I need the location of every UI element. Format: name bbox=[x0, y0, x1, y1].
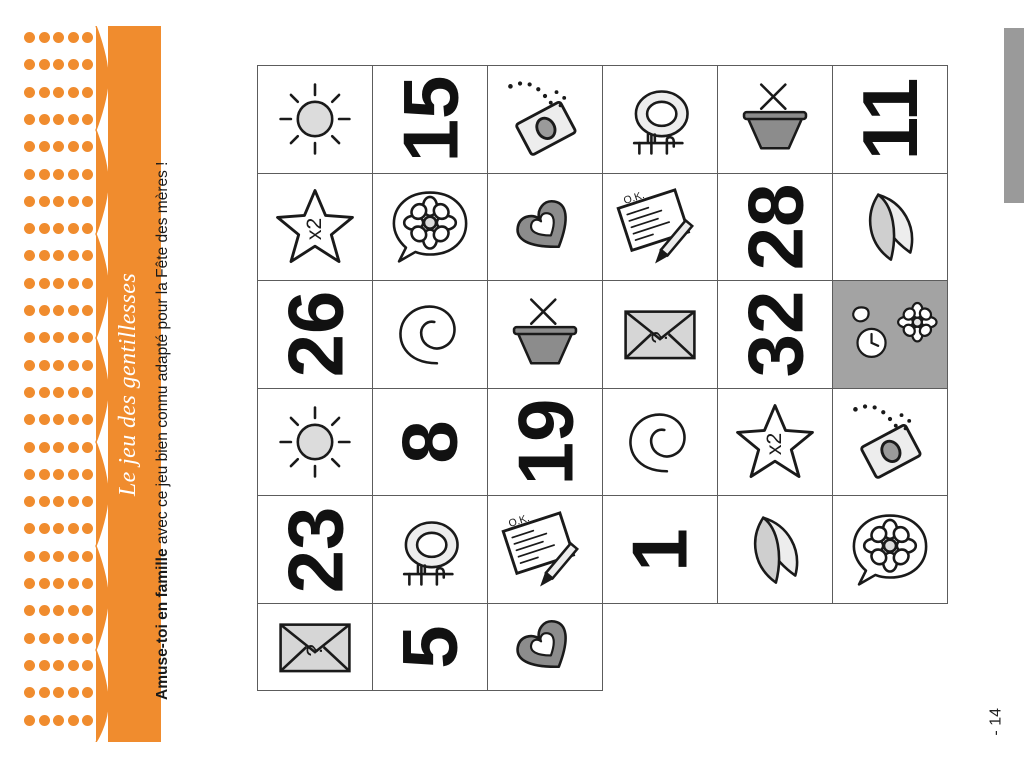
dot bbox=[39, 305, 50, 316]
bingo-cell-number[interactable] bbox=[832, 65, 948, 173]
intro-bold: Amuse-toi en famille bbox=[154, 548, 171, 700]
dot bbox=[53, 578, 64, 589]
intro-rest: avec ce jeu bien connu adapté pour la Fête des mères ! bbox=[154, 161, 171, 549]
bingo-cell-icon[interactable] bbox=[717, 495, 833, 603]
note-pencil-icon bbox=[612, 179, 708, 275]
cell-number: 26 bbox=[271, 291, 360, 378]
dot bbox=[53, 59, 64, 70]
dot bbox=[53, 332, 64, 343]
dot-pattern bbox=[18, 26, 96, 742]
dot bbox=[53, 523, 64, 534]
dot bbox=[24, 141, 35, 152]
page-number: - 14 bbox=[988, 708, 1005, 736]
dot bbox=[53, 715, 64, 726]
dot bbox=[39, 551, 50, 562]
envelope-question-icon bbox=[272, 604, 358, 690]
dot bbox=[53, 196, 64, 207]
dot bbox=[53, 496, 64, 507]
dot bbox=[39, 332, 50, 343]
bingo-cell-icon[interactable] bbox=[602, 388, 718, 496]
dot bbox=[24, 223, 35, 234]
dot bbox=[53, 387, 64, 398]
dot bbox=[53, 87, 64, 98]
dot bbox=[39, 196, 50, 207]
dot bbox=[53, 605, 64, 616]
dot bbox=[39, 687, 50, 698]
svg-text:?: ? bbox=[646, 331, 672, 345]
dot bbox=[24, 59, 35, 70]
svg-text:?: ? bbox=[301, 644, 327, 657]
decorative-left-band bbox=[18, 26, 161, 742]
bingo-cell-icon[interactable] bbox=[832, 388, 948, 496]
star-x2-icon bbox=[727, 394, 823, 490]
cell-number: 32 bbox=[731, 291, 820, 378]
bingo-cell-number[interactable] bbox=[717, 173, 833, 281]
dot bbox=[68, 387, 79, 398]
dot bbox=[39, 469, 50, 480]
dot bbox=[53, 305, 64, 316]
dot bbox=[39, 278, 50, 289]
dot bbox=[39, 360, 50, 371]
dot bbox=[68, 715, 79, 726]
dot bbox=[24, 605, 35, 616]
dot bbox=[24, 250, 35, 261]
dot bbox=[24, 523, 35, 534]
dot bbox=[53, 660, 64, 671]
dot bbox=[39, 59, 50, 70]
cell-number: 1 bbox=[616, 527, 705, 572]
dot bbox=[24, 278, 35, 289]
bingo-cell-number[interactable] bbox=[487, 388, 603, 496]
dot bbox=[24, 169, 35, 180]
bingo-cell-icon[interactable] bbox=[372, 280, 488, 388]
dot bbox=[39, 141, 50, 152]
dot bbox=[68, 523, 79, 534]
bingo-cell-number[interactable] bbox=[602, 495, 718, 603]
dot bbox=[24, 469, 35, 480]
bingo-cell-icon[interactable] bbox=[602, 173, 718, 281]
dot bbox=[68, 114, 79, 125]
dot bbox=[68, 442, 79, 453]
dot bbox=[53, 414, 64, 425]
dot bbox=[68, 660, 79, 671]
dot bbox=[24, 660, 35, 671]
cell-number: 15 bbox=[386, 75, 475, 163]
dot bbox=[39, 442, 50, 453]
pot-with-x-icon bbox=[732, 76, 818, 162]
dot bbox=[68, 414, 79, 425]
dot bbox=[53, 551, 64, 562]
dot bbox=[68, 305, 79, 316]
dot bbox=[53, 250, 64, 261]
dot bbox=[39, 633, 50, 644]
shooting-star-gift-icon bbox=[842, 394, 938, 490]
cell-number: 11 bbox=[846, 78, 935, 161]
bingo-cell-icon[interactable] bbox=[717, 388, 833, 496]
dot bbox=[39, 715, 50, 726]
bingo-cell-icon[interactable] bbox=[257, 603, 373, 691]
dot bbox=[39, 223, 50, 234]
dot bbox=[39, 387, 50, 398]
dot bbox=[39, 114, 50, 125]
dot bbox=[24, 114, 35, 125]
dot bbox=[53, 687, 64, 698]
envelope-question-icon bbox=[617, 291, 703, 377]
cell-number: 23 bbox=[271, 506, 360, 593]
dot bbox=[53, 32, 64, 43]
cell-number: 28 bbox=[731, 183, 820, 271]
flower-speech-bubble-icon bbox=[847, 507, 933, 593]
spiral-icon bbox=[617, 399, 703, 485]
bingo-grid bbox=[258, 66, 948, 691]
leaf-icon bbox=[732, 507, 818, 593]
dot bbox=[24, 442, 35, 453]
bingo-cell-icon[interactable] bbox=[602, 65, 718, 173]
bingo-cell-number[interactable] bbox=[717, 280, 833, 388]
dot bbox=[24, 87, 35, 98]
dot bbox=[68, 87, 79, 98]
intro-text bbox=[150, 60, 176, 700]
dot bbox=[24, 360, 35, 371]
dot bbox=[68, 469, 79, 480]
dot bbox=[53, 141, 64, 152]
pot-with-x-icon bbox=[502, 291, 588, 377]
dot bbox=[24, 196, 35, 207]
cell-number: 19 bbox=[501, 398, 590, 486]
bingo-cell-number[interactable] bbox=[257, 280, 373, 388]
two-hearts-icon bbox=[502, 184, 588, 270]
dot bbox=[53, 278, 64, 289]
note-pencil-icon bbox=[497, 502, 593, 598]
dot bbox=[53, 442, 64, 453]
dot bbox=[24, 578, 35, 589]
dot bbox=[53, 360, 64, 371]
bingo-cell-icon[interactable] bbox=[487, 173, 603, 281]
dot bbox=[39, 250, 50, 261]
svg-text:O.K.: O.K. bbox=[507, 511, 532, 530]
dot bbox=[53, 169, 64, 180]
dot bbox=[68, 332, 79, 343]
dot bbox=[24, 687, 35, 698]
leaf-icon bbox=[847, 184, 933, 270]
dot bbox=[53, 469, 64, 480]
dot bbox=[68, 633, 79, 644]
dot bbox=[68, 551, 79, 562]
dot bbox=[68, 141, 79, 152]
bingo-cell-number[interactable] bbox=[372, 388, 488, 496]
right-edge-tab bbox=[1004, 28, 1024, 203]
sun-icon bbox=[272, 399, 358, 485]
svg-text:x2: x2 bbox=[302, 217, 326, 240]
dot bbox=[39, 32, 50, 43]
dot bbox=[39, 87, 50, 98]
dot bbox=[39, 660, 50, 671]
dot bbox=[24, 387, 35, 398]
dot bbox=[68, 605, 79, 616]
bingo-cell-icon[interactable] bbox=[257, 388, 373, 496]
dot bbox=[39, 169, 50, 180]
dot bbox=[53, 223, 64, 234]
dot bbox=[68, 223, 79, 234]
star-x2-icon bbox=[267, 179, 363, 275]
bingo-cell-icon[interactable] bbox=[257, 173, 373, 281]
bingo-cell-icon[interactable] bbox=[372, 173, 488, 281]
bingo-cell-icon[interactable] bbox=[487, 495, 603, 603]
dot bbox=[68, 278, 79, 289]
spiral-icon bbox=[387, 291, 473, 377]
dot bbox=[39, 578, 50, 589]
dot bbox=[39, 414, 50, 425]
dot bbox=[24, 496, 35, 507]
dot bbox=[24, 332, 35, 343]
dot bbox=[24, 32, 35, 43]
bingo-cell-icon[interactable] bbox=[832, 280, 948, 388]
bingo-cell-icon[interactable] bbox=[832, 495, 948, 603]
free-space-icon bbox=[842, 286, 938, 382]
dot bbox=[24, 715, 35, 726]
dot bbox=[39, 523, 50, 534]
dot bbox=[68, 687, 79, 698]
svg-text:O.K.: O.K. bbox=[622, 189, 647, 207]
dot bbox=[68, 196, 79, 207]
svg-text:x2: x2 bbox=[762, 432, 786, 456]
dot bbox=[68, 250, 79, 261]
dot bbox=[68, 578, 79, 589]
cell-number: 8 bbox=[386, 420, 475, 464]
sun-icon bbox=[272, 76, 358, 162]
dot bbox=[39, 496, 50, 507]
dot bbox=[24, 305, 35, 316]
shooting-star-gift-icon bbox=[497, 71, 593, 167]
bingo-cell-icon[interactable] bbox=[487, 280, 603, 388]
bingo-cell-number[interactable] bbox=[372, 65, 488, 173]
bingo-cell-icon[interactable] bbox=[372, 495, 488, 603]
two-hearts-icon bbox=[502, 604, 588, 690]
bingo-cell-icon[interactable] bbox=[487, 65, 603, 173]
band-title-text: Le jeu des gentillesses bbox=[115, 272, 142, 496]
bingo-card bbox=[258, 66, 948, 691]
bingo-cell-number[interactable] bbox=[372, 603, 488, 691]
dot bbox=[24, 633, 35, 644]
bingo-cell-icon[interactable] bbox=[487, 603, 603, 691]
dot bbox=[68, 496, 79, 507]
dot bbox=[24, 414, 35, 425]
flower-speech-bubble-icon bbox=[387, 184, 473, 270]
cell-number: 5 bbox=[386, 625, 475, 669]
plate-cutlery-icon bbox=[617, 76, 703, 162]
dot bbox=[68, 32, 79, 43]
bingo-cell-icon[interactable] bbox=[717, 65, 833, 173]
dot bbox=[53, 633, 64, 644]
dot bbox=[68, 169, 79, 180]
bingo-cell-icon[interactable] bbox=[602, 280, 718, 388]
plate-cutlery-icon bbox=[387, 507, 473, 593]
bingo-cell-icon[interactable] bbox=[832, 173, 948, 281]
bingo-cell-icon[interactable] bbox=[257, 65, 373, 173]
dot bbox=[24, 551, 35, 562]
dot bbox=[68, 59, 79, 70]
bingo-cell-number[interactable] bbox=[257, 495, 373, 603]
dot bbox=[39, 605, 50, 616]
dot bbox=[68, 360, 79, 371]
dot bbox=[53, 114, 64, 125]
